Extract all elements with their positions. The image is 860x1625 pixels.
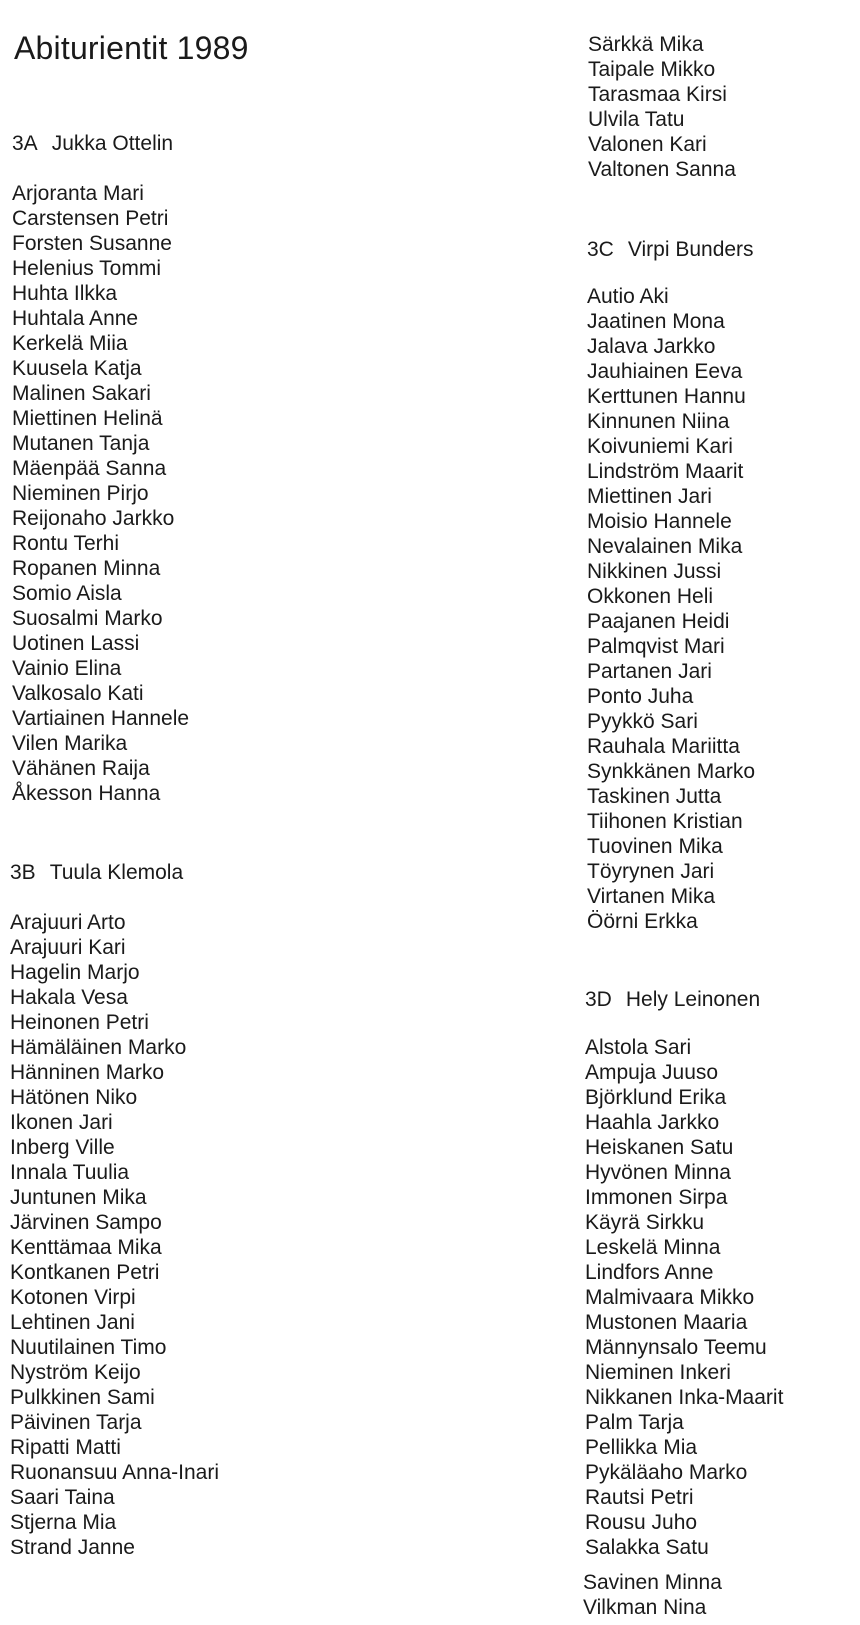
student-list-3b	[10, 910, 219, 1560]
class-heading-3d	[585, 987, 760, 1012]
student-name: Valtonen Sanna	[588, 158, 736, 181]
student-name: Inberg Ville	[10, 1136, 115, 1159]
student-name: Pellikka Mia	[585, 1436, 698, 1459]
class-heading-3b	[10, 860, 183, 885]
student-name: Öörni Erkka	[587, 910, 698, 933]
class-teacher: Hely Leinonen	[625, 988, 761, 1011]
student-name: Innala Tuulia	[10, 1161, 130, 1184]
student-name: Männynsalo Teemu	[585, 1336, 767, 1359]
student-name: Taskinen Jutta	[587, 785, 722, 808]
student-name: Vilkman Nina	[583, 1596, 707, 1619]
student-name: Pyykkö Sari	[587, 710, 698, 733]
student-name: Immonen Sirpa	[585, 1186, 728, 1209]
student-name: Ripatti Matti	[10, 1436, 121, 1459]
student-name: Vähänen Raija	[12, 757, 150, 780]
student-name: Savinen Minna	[583, 1571, 722, 1594]
student-name: Järvinen Sampo	[10, 1211, 162, 1234]
student-name: Kerkelä Miia	[12, 332, 128, 355]
student-name: Partanen Jari	[587, 660, 712, 683]
student-name: Reijonaho Jarkko	[12, 507, 175, 530]
student-name: Ampuja Juuso	[585, 1061, 719, 1084]
student-name: Mustonen Maaria	[585, 1311, 748, 1334]
student-name: Nikkinen Jussi	[587, 560, 722, 583]
student-name: Juntunen Mika	[10, 1186, 147, 1209]
student-list-3b-continued	[588, 32, 736, 182]
student-name: Tuovinen Mika	[587, 835, 723, 858]
student-name: Vilen Marika	[12, 732, 128, 755]
student-name: Taipale Mikko	[588, 58, 716, 81]
student-name: Päivinen Tarja	[10, 1411, 142, 1434]
student-name: Somio Aisla	[12, 582, 122, 605]
student-name: Carstensen Petri	[12, 207, 169, 230]
student-name: Heinonen Petri	[10, 1011, 149, 1034]
student-name: Hätönen Niko	[10, 1086, 138, 1109]
class-code: 3A	[12, 132, 38, 155]
student-name: Mutanen Tanja	[12, 432, 150, 455]
student-name: Palmqvist Mari	[587, 635, 725, 658]
student-list-3c	[587, 284, 755, 934]
student-name: Kotonen Virpi	[10, 1286, 136, 1309]
student-name: Ruonansuu Anna-Inari	[10, 1461, 219, 1484]
student-list-3d	[585, 1035, 783, 1560]
class-heading-3c	[587, 237, 754, 262]
page-title: Abiturientit 1989	[14, 30, 249, 66]
student-name: Moisio Hannele	[587, 510, 732, 533]
student-name: Käyrä Sirkku	[585, 1211, 705, 1234]
student-name: Kerttunen Hannu	[587, 385, 746, 408]
student-name: Ropanen Minna	[12, 557, 161, 580]
student-name: Haahla Jarkko	[585, 1111, 720, 1134]
class-teacher: Virpi Bunders	[627, 238, 754, 261]
student-name: Stjerna Mia	[10, 1511, 117, 1534]
student-name: Miettinen Helinä	[12, 407, 163, 430]
student-name: Koivuniemi Kari	[587, 435, 733, 458]
student-name: Leskelä Minna	[585, 1236, 721, 1259]
student-name: Jalava Jarkko	[587, 335, 716, 358]
student-name: Rousu Juho	[585, 1511, 698, 1534]
student-name: Rautsi Petri	[585, 1486, 694, 1509]
student-name: Huhta Ilkka	[12, 282, 118, 305]
class-teacher: Jukka Ottelin	[51, 132, 174, 155]
student-name: Valonen Kari	[588, 133, 707, 156]
student-name: Nieminen Pirjo	[12, 482, 149, 505]
student-name: Hämäläinen Marko	[10, 1036, 187, 1059]
student-name: Mäenpää Sanna	[12, 457, 167, 480]
student-name: Nevalainen Mika	[587, 535, 743, 558]
student-name: Kuusela Katja	[12, 357, 142, 380]
student-name: Arjoranta Mari	[12, 182, 144, 205]
student-name: Töyrynen Jari	[587, 860, 715, 883]
student-name: Synkkänen Marko	[587, 760, 756, 783]
student-name: Hagelin Marjo	[10, 961, 140, 984]
student-name: Huhtala Anne	[12, 307, 139, 330]
student-name: Tiihonen Kristian	[587, 810, 743, 833]
student-name: Helenius Tommi	[12, 257, 161, 280]
student-name: Tarasmaa Kirsi	[588, 83, 727, 106]
student-list-3a	[12, 181, 189, 806]
student-name: Miettinen Jari	[587, 485, 712, 508]
student-name: Vainio Elina	[12, 657, 122, 680]
student-name: Nieminen Inkeri	[585, 1361, 731, 1384]
student-name: Saari Taina	[10, 1486, 115, 1509]
student-name: Malmivaara Mikko	[585, 1286, 755, 1309]
student-name: Hyvönen Minna	[585, 1161, 731, 1184]
student-name: Ulvila Tatu	[588, 108, 685, 131]
student-name: Forsten Susanne	[12, 232, 172, 255]
student-name: Rontu Terhi	[12, 532, 120, 555]
student-name: Strand Janne	[10, 1536, 135, 1559]
student-name: Nyström Keijo	[10, 1361, 141, 1384]
student-name: Suosalmi Marko	[12, 607, 163, 630]
student-name: Åkesson Hanna	[12, 782, 161, 805]
student-list-3d-continued	[583, 1570, 722, 1620]
student-name: Lindström Maarit	[587, 460, 744, 483]
student-name: Vartiainen Hannele	[12, 707, 190, 730]
student-name: Uotinen Lassi	[12, 632, 140, 655]
class-code: 3C	[587, 238, 614, 261]
student-name: Salakka Satu	[585, 1536, 709, 1559]
student-name: Paajanen Heidi	[587, 610, 730, 633]
student-name: Alstola Sari	[585, 1036, 692, 1059]
student-name: Ponto Juha	[587, 685, 694, 708]
student-name: Rauhala Mariitta	[587, 735, 740, 758]
student-name: Ikonen Jari	[10, 1111, 113, 1134]
student-name: Heiskanen Satu	[585, 1136, 734, 1159]
student-name: Malinen Sakari	[12, 382, 151, 405]
student-name: Kenttämaa Mika	[10, 1236, 162, 1259]
class-teacher: Tuula Klemola	[49, 861, 184, 884]
class-heading-3a	[12, 131, 173, 156]
student-name: Björklund Erika	[585, 1086, 727, 1109]
student-name: Hakala Vesa	[10, 986, 128, 1009]
student-name: Autio Aki	[587, 285, 669, 308]
student-name: Pykäläaho Marko	[585, 1461, 748, 1484]
student-name: Okkonen Heli	[587, 585, 714, 608]
class-code: 3D	[585, 988, 612, 1011]
student-name: Jaatinen Mona	[587, 310, 725, 333]
student-name: Pulkkinen Sami	[10, 1386, 155, 1409]
student-name: Kinnunen Niina	[587, 410, 730, 433]
student-name: Kontkanen Petri	[10, 1261, 160, 1284]
student-name: Särkkä Mika	[588, 33, 704, 56]
student-name: Hänninen Marko	[10, 1061, 165, 1084]
student-name: Lehtinen Jani	[10, 1311, 135, 1334]
student-name: Lindfors Anne	[585, 1261, 714, 1284]
student-name: Nuutilainen Timo	[10, 1336, 167, 1359]
student-name: Valkosalo Kati	[12, 682, 144, 705]
student-name: Nikkanen Inka-Maarit	[585, 1386, 784, 1409]
student-name: Palm Tarja	[585, 1411, 684, 1434]
student-name: Arajuuri Kari	[10, 936, 126, 959]
student-name: Jauhiainen Eeva	[587, 360, 743, 383]
class-code: 3B	[10, 861, 36, 884]
student-name: Arajuuri Arto	[10, 911, 126, 934]
student-name: Virtanen Mika	[587, 885, 716, 908]
